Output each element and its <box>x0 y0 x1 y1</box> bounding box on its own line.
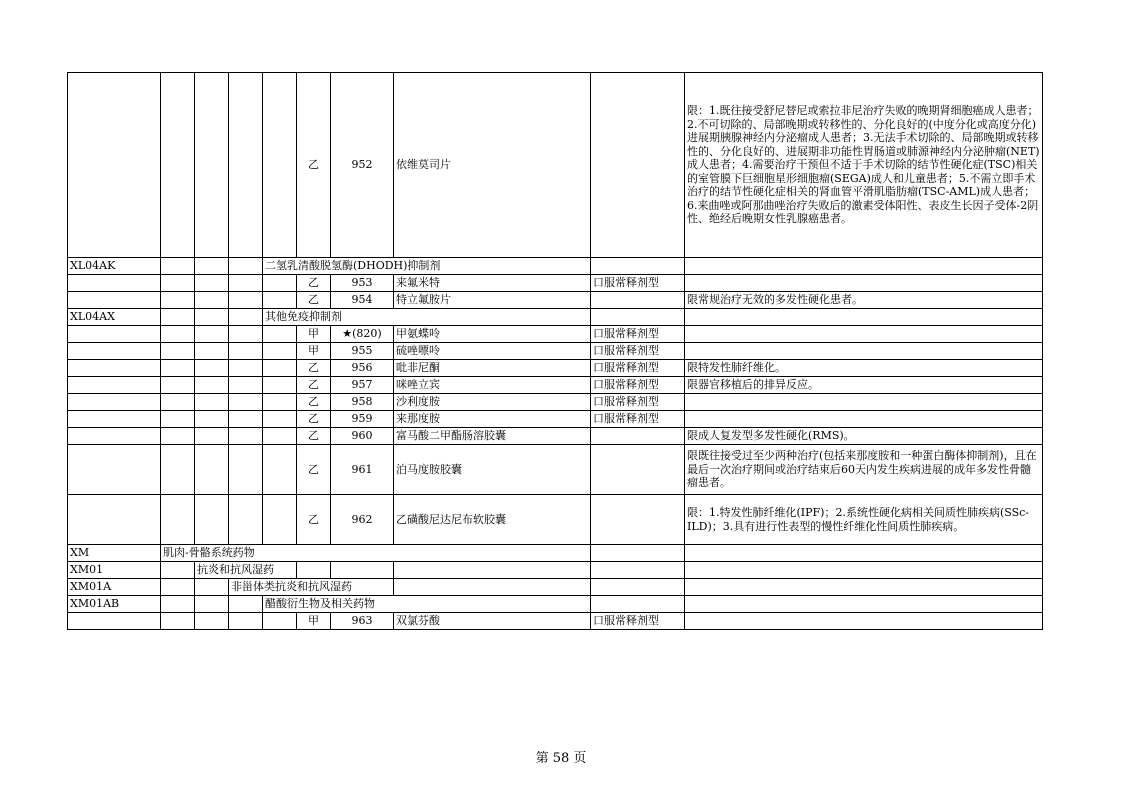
table-row <box>68 275 1043 292</box>
category-cell: 乙 <box>297 445 331 495</box>
drug-name-cell: 来氟米特 <box>394 275 591 292</box>
code-cell: XM <box>68 545 161 562</box>
table-row <box>68 411 1043 428</box>
drug-name-cell: 双氯芬酸 <box>394 613 591 630</box>
drug-name-cell: 硫唑嘌呤 <box>394 343 591 360</box>
remark-cell <box>685 343 1043 360</box>
code-cell <box>68 292 161 309</box>
category-cell: 乙 <box>297 495 331 545</box>
drug-name-cell: 富马酸二甲酯肠溶胶囊 <box>394 428 591 445</box>
remark-cell <box>685 411 1043 428</box>
code-cell <box>68 343 161 360</box>
category-name-cell: 非甾体类抗炎和抗风湿药 <box>229 579 394 596</box>
table-row <box>68 545 1043 562</box>
number-cell: 953 <box>331 275 394 292</box>
number-cell: 962 <box>331 495 394 545</box>
code-cell: XL04AK <box>68 258 161 275</box>
dosage-form-cell <box>591 495 685 545</box>
category-cell: 乙 <box>297 428 331 445</box>
category-cell: 乙 <box>297 292 331 309</box>
table-row <box>68 562 1043 579</box>
remark-cell: 限常规治疗无效的多发性硬化患者。 <box>685 292 1043 309</box>
code-cell <box>68 613 161 630</box>
number-cell: 957 <box>331 377 394 394</box>
table-row <box>68 360 1043 377</box>
table-row <box>68 326 1043 343</box>
drug-name-cell: 吡非尼酮 <box>394 360 591 377</box>
table-row <box>68 292 1043 309</box>
table-row <box>68 579 1043 596</box>
remark-cell <box>685 326 1043 343</box>
number-cell: 959 <box>331 411 394 428</box>
table-row <box>68 258 1043 275</box>
drug-name-cell: 依维莫司片 <box>394 73 591 258</box>
dosage-form-cell: 口服常释剂型 <box>591 275 685 292</box>
category-cell: 乙 <box>297 275 331 292</box>
table-row <box>68 445 1043 495</box>
drug-name-cell: 来那度胺 <box>394 411 591 428</box>
code-cell <box>68 394 161 411</box>
code-cell: XL04AX <box>68 309 161 326</box>
number-cell: 952 <box>331 73 394 258</box>
code-cell <box>68 360 161 377</box>
category-name-cell: 醋酸衍生物及相关药物 <box>263 596 591 613</box>
table-row <box>68 309 1043 326</box>
number-cell: 958 <box>331 394 394 411</box>
number-cell: 954 <box>331 292 394 309</box>
dosage-form-cell: 口服常释剂型 <box>591 360 685 377</box>
remark-cell <box>685 275 1043 292</box>
table-row <box>68 394 1043 411</box>
table-row <box>68 428 1043 445</box>
remark-cell <box>685 394 1043 411</box>
drug-name-cell: 泊马度胺胶囊 <box>394 445 591 495</box>
code-cell: XM01A <box>68 579 161 596</box>
dosage-form-cell: 口服常释剂型 <box>591 377 685 394</box>
table-row <box>68 495 1043 545</box>
table-row <box>68 343 1043 360</box>
remark-cell: 限成人复发型多发性硬化(RMS)。 <box>685 428 1043 445</box>
category-name-cell: 肌肉-骨骼系统药物 <box>161 545 591 562</box>
code-cell: XM01 <box>68 562 161 579</box>
drug-name-cell: 甲氨蝶呤 <box>394 326 591 343</box>
number-cell: ★(820) <box>331 326 394 343</box>
code-cell <box>68 428 161 445</box>
code-cell <box>68 275 161 292</box>
code-cell <box>68 445 161 495</box>
drug-name-cell: 乙磺酸尼达尼布软胶囊 <box>394 495 591 545</box>
dosage-form-cell: 口服常释剂型 <box>591 326 685 343</box>
code-cell <box>68 495 161 545</box>
code-cell: XM01AB <box>68 596 161 613</box>
remark-cell: 限特发性肺纤维化。 <box>685 360 1043 377</box>
code-cell <box>68 73 161 258</box>
table-row <box>68 73 1043 258</box>
code-cell <box>68 326 161 343</box>
dosage-form-cell: 口服常释剂型 <box>591 411 685 428</box>
drug-name-cell: 沙利度胺 <box>394 394 591 411</box>
table-row <box>68 596 1043 613</box>
table-row <box>68 613 1043 630</box>
drug-catalog-table <box>67 72 1043 630</box>
category-cell: 乙 <box>297 73 331 258</box>
code-cell <box>68 377 161 394</box>
remark-cell: 限器官移植后的排异反应。 <box>685 377 1043 394</box>
number-cell: 955 <box>331 343 394 360</box>
number-cell: 961 <box>331 445 394 495</box>
category-cell: 乙 <box>297 377 331 394</box>
category-cell: 乙 <box>297 394 331 411</box>
number-cell: 960 <box>331 428 394 445</box>
table-row <box>68 377 1043 394</box>
category-cell: 乙 <box>297 360 331 377</box>
code-cell <box>68 411 161 428</box>
category-name-cell: 其他免疫抑制剂 <box>263 309 591 326</box>
number-cell: 956 <box>331 360 394 377</box>
category-cell: 甲 <box>297 613 331 630</box>
dosage-form-cell <box>591 445 685 495</box>
dosage-form-cell <box>591 73 685 258</box>
dosage-form-cell: 口服常释剂型 <box>591 343 685 360</box>
category-name-cell: 抗炎和抗风湿药 <box>195 562 297 579</box>
dosage-form-cell <box>591 292 685 309</box>
drug-name-cell: 咪唑立宾 <box>394 377 591 394</box>
remark-cell: 限既往接受过至少两种治疗(包括来那度胺和一种蛋白酶体抑制剂)，且在最后一次治疗期间或治疗结束后60天内发生疾病进展的成年多发性骨髓瘤患者。 <box>685 445 1043 495</box>
category-cell: 乙 <box>297 411 331 428</box>
remark-cell <box>685 613 1043 630</box>
remark-cell: 限：1.特发性肺纤维化(IPF)；2.系统性硬化病相关间质性肺疾病(SSc-ILD)；3.具有进行性表型的慢性纤维化性间质性肺疾病。 <box>685 495 1043 545</box>
dosage-form-cell: 口服常释剂型 <box>591 613 685 630</box>
category-name-cell: 二氢乳清酸脱氢酶(DHODH)抑制剂 <box>263 258 591 275</box>
remark-cell: 限：1.既往接受舒尼替尼或索拉非尼治疗失败的晚期肾细胞癌成人患者；2.不可切除的、局部晚期或转移性的、分化良好的(中度分化或高度分化)进展期胰腺神经内分泌瘤成人患者；3.无法手术切除的、局部晚期或转移性的、分化良好的、进展期非功能性胃肠道或肺源神经内分泌肿瘤(NET)成人患者；4.需要治疗干预但不适于手术切除的结节性硬化症(TSC)相关的室管膜下巨细胞星形细胞瘤(SEGA)成人和儿童患者；5.不需立即手术治疗的结节性硬化症相关的肾血管平滑肌脂肪瘤(TSC-AML)成人患者；6.来曲唑或阿那曲唑治疗失败后的激素受体阳性、表皮生长因子受体-2阴性、绝经后晚期女性乳腺癌患者。 <box>685 73 1043 258</box>
dosage-form-cell <box>591 428 685 445</box>
category-cell: 甲 <box>297 326 331 343</box>
number-cell: 963 <box>331 613 394 630</box>
dosage-form-cell: 口服常释剂型 <box>591 394 685 411</box>
page-number: 第 58 页 <box>535 751 587 766</box>
category-cell: 甲 <box>297 343 331 360</box>
drug-name-cell: 特立氟胺片 <box>394 292 591 309</box>
